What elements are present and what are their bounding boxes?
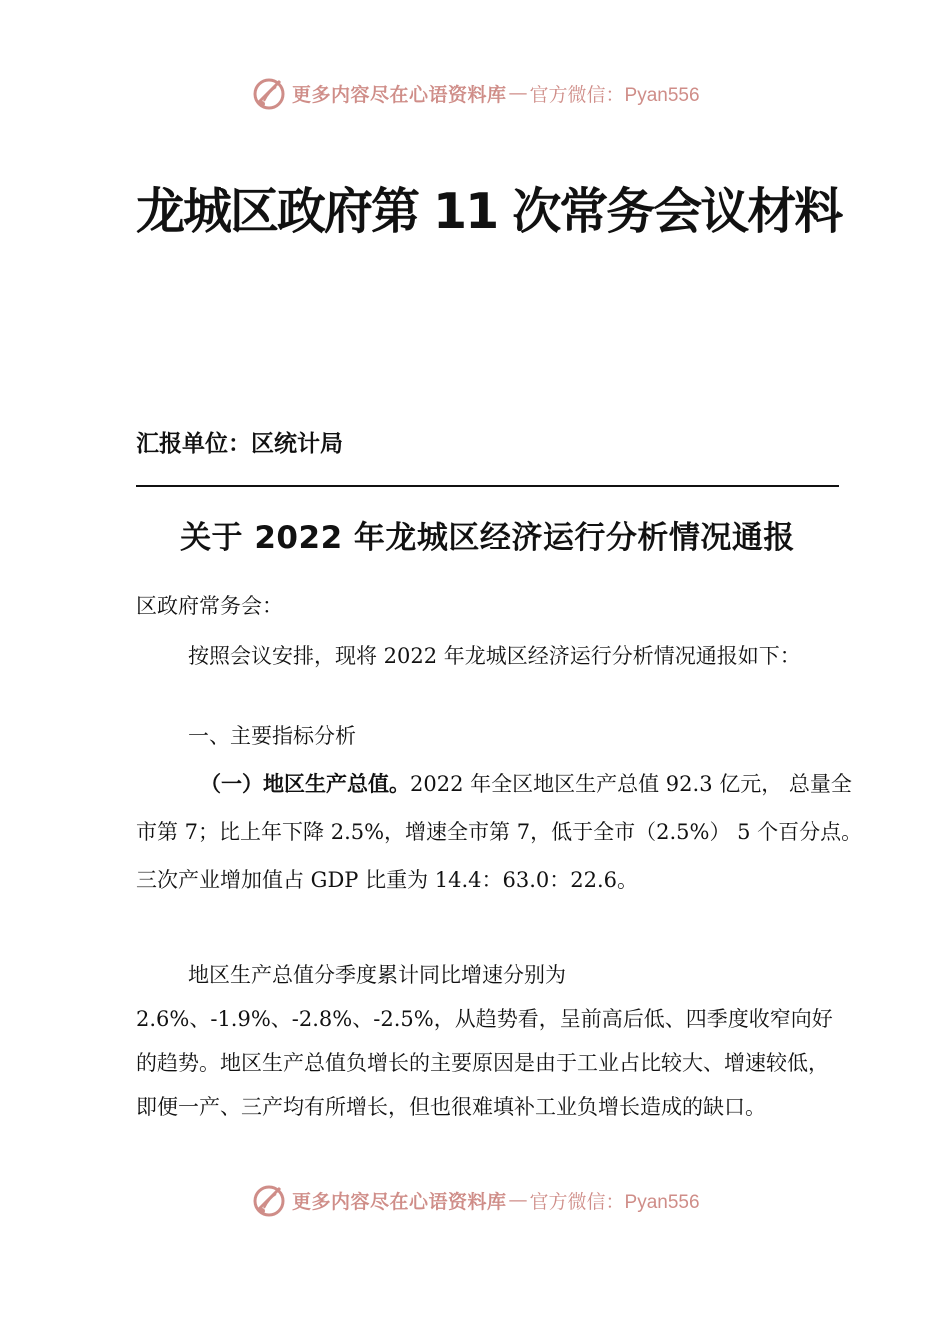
intro-paragraph: 按照会议安排，现将 2022 年龙城区经济运行分析情况通报如下： [188, 644, 801, 668]
salutation: 区政府常务会： [136, 594, 283, 618]
watermark-text: 更多内容尽在心语资料库 [292, 1190, 507, 1213]
watermark-logo-icon [250, 1180, 288, 1220]
watermark-top [250, 73, 700, 113]
reporting-unit: 汇报单位：区统计局 [136, 431, 343, 457]
gdp-paragraph [136, 760, 868, 904]
watermark-separator: — [508, 1189, 528, 1211]
watermark-contact: 官方微信：Pyan556 [529, 1191, 700, 1213]
watermark-contact: 官方微信：Pyan556 [529, 84, 700, 106]
watermark-text: 更多内容尽在心语资料库 [292, 83, 507, 106]
watermark-bottom [250, 1180, 700, 1220]
quarterly-paragraph: 地区生产总值分季度累计同比增速分别为 2.6%、-1.9%、-2.8%、-2.5%，从趋势看，呈前高后低、四季度收窄向好的趋势。地区生产总值负增长的主要原因是由于工业占比较大、增速较低，即便一产、三产均有所增长，但也很难填补工业负增长造成的缺口。 [136, 963, 833, 1119]
divider-line [136, 485, 839, 487]
section-heading: 一、主要指标分析 [188, 724, 356, 748]
watermark-logo-icon [250, 73, 288, 113]
document-title: 龙城区政府第 11 次常务会议材料 [136, 183, 842, 240]
report-subtitle: 关于 2022 年龙城区经济运行分析情况通报 [180, 520, 795, 556]
gdp-heading: （一）地区生产总值。 [200, 772, 410, 796]
watermark-separator: — [508, 82, 528, 104]
gdp-text: 2022 年全区地区生产总值 92.3 亿元， 总量全市第 7；比上年下降 2.5%，增速全市第 7，低于全市（2.5%） 5 个百分点。三次产业增加值占 GDP 比重为 14.4：63.0：22.6。 [136, 772, 863, 892]
